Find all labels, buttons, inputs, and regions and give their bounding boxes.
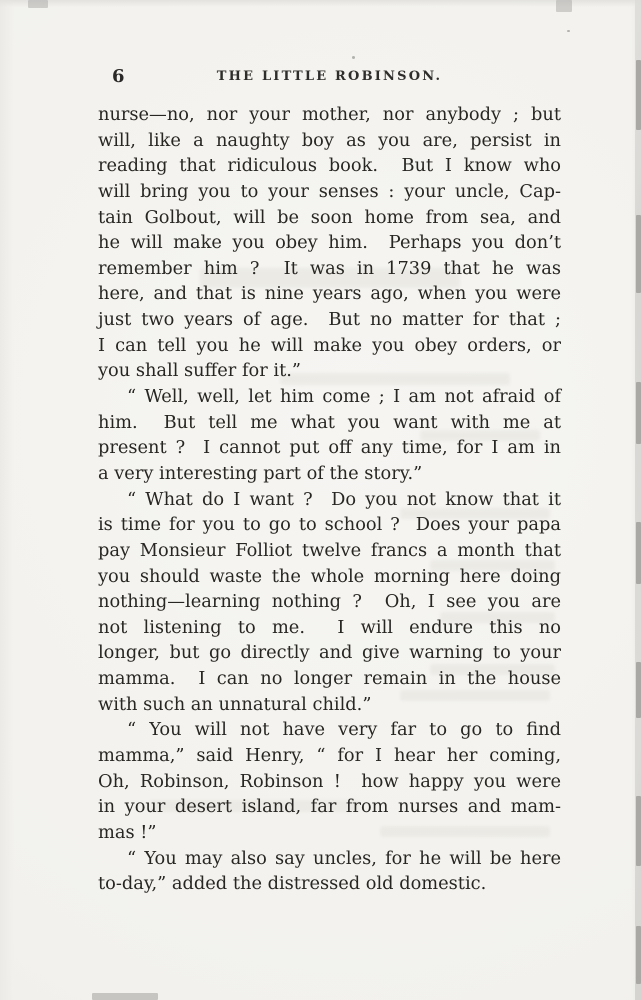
text-line: him. But tell me what you want with me at <box>98 411 561 433</box>
text-line: pay Monsieur Folliot twelve francs a month that <box>98 539 561 561</box>
text-line: with such an unnatural child.” <box>98 693 372 715</box>
text-line: here, and that is nine years ago, when you were <box>98 283 561 305</box>
paper-speck <box>352 56 355 59</box>
text-line: nothing—learning nothing ? Oh, I see you are <box>98 591 561 613</box>
paragraph <box>98 717 561 845</box>
text-line: you shall suffer for it.” <box>98 360 301 382</box>
text-line: remember him ? It was in 1739 that he was <box>98 257 561 279</box>
paragraph <box>98 102 561 384</box>
text-line: reading that ridiculous book. But I know who <box>98 155 561 177</box>
text-line: present ? I cannot put off any time, for I am in <box>98 437 561 459</box>
text-line: will, like a naughty boy as you are, persist in <box>98 129 561 151</box>
text-line: not listening to me. I will endure this no <box>98 616 561 638</box>
text-line: is time for you to go to school ? Does your papa <box>98 514 561 536</box>
paper-speck <box>567 30 570 32</box>
scan-edge-artifact <box>636 796 641 866</box>
text-line: he will make you obey him. Perhaps you don’t <box>98 232 561 254</box>
scan-edge-artifact <box>28 0 48 8</box>
text-line: will bring you to your senses : your uncle, Cap- <box>98 180 561 202</box>
text-line: just two years of age. But no matter for that ; <box>98 309 561 331</box>
scan-edge-artifact <box>636 215 641 293</box>
text-line: in your desert island, far from nurses and mam- <box>98 796 561 818</box>
scan-edge-artifact <box>92 993 158 1000</box>
text-line: longer, but go directly and give warning to your <box>98 642 561 664</box>
text-line: mamma,” said Henry, “ for I hear her coming, <box>98 745 561 767</box>
paragraph <box>98 487 561 718</box>
text-line: “ What do I want ? Do you not know that it <box>127 488 561 510</box>
text-line: I can tell you he will make you obey orders, or <box>98 334 561 356</box>
page-body <box>98 102 561 897</box>
text-line: Oh, Robinson, Robinson ! how happy you were <box>98 770 561 792</box>
paragraph <box>98 846 561 897</box>
scan-edge-artifact <box>636 60 641 130</box>
text-line: mas !” <box>98 821 157 843</box>
running-header <box>98 66 561 88</box>
scan-edge-artifact <box>556 0 572 12</box>
scan-edge-artifact <box>636 926 641 984</box>
text-line: nurse—no, nor your mother, nor anybody ; but <box>98 104 561 125</box>
page-number: 6 <box>112 66 125 87</box>
text-line: “ You may also say uncles, for he will be here <box>127 847 561 869</box>
text-line: mamma. I can no longer remain in the house <box>98 668 561 690</box>
text-line: a very interesting part of the story.” <box>98 462 423 484</box>
text-line: tain Golbout, will be soon home from sea, and <box>98 206 561 228</box>
running-header-title: THE LITTLE ROBINSON. <box>216 69 443 84</box>
text-line: “ You will not have very far to go to find <box>127 719 561 741</box>
text-line: you should waste the whole morning here doing <box>98 565 561 587</box>
scan-edge-artifact <box>636 382 641 444</box>
paragraph <box>98 384 561 487</box>
scan-edge-artifact <box>636 662 641 718</box>
scan-edge-artifact <box>636 522 641 584</box>
text-line: “ Well, well, let him come ; I am not afraid of <box>127 386 561 408</box>
text-line: to-day,” added the distressed old domestic. <box>98 873 487 895</box>
